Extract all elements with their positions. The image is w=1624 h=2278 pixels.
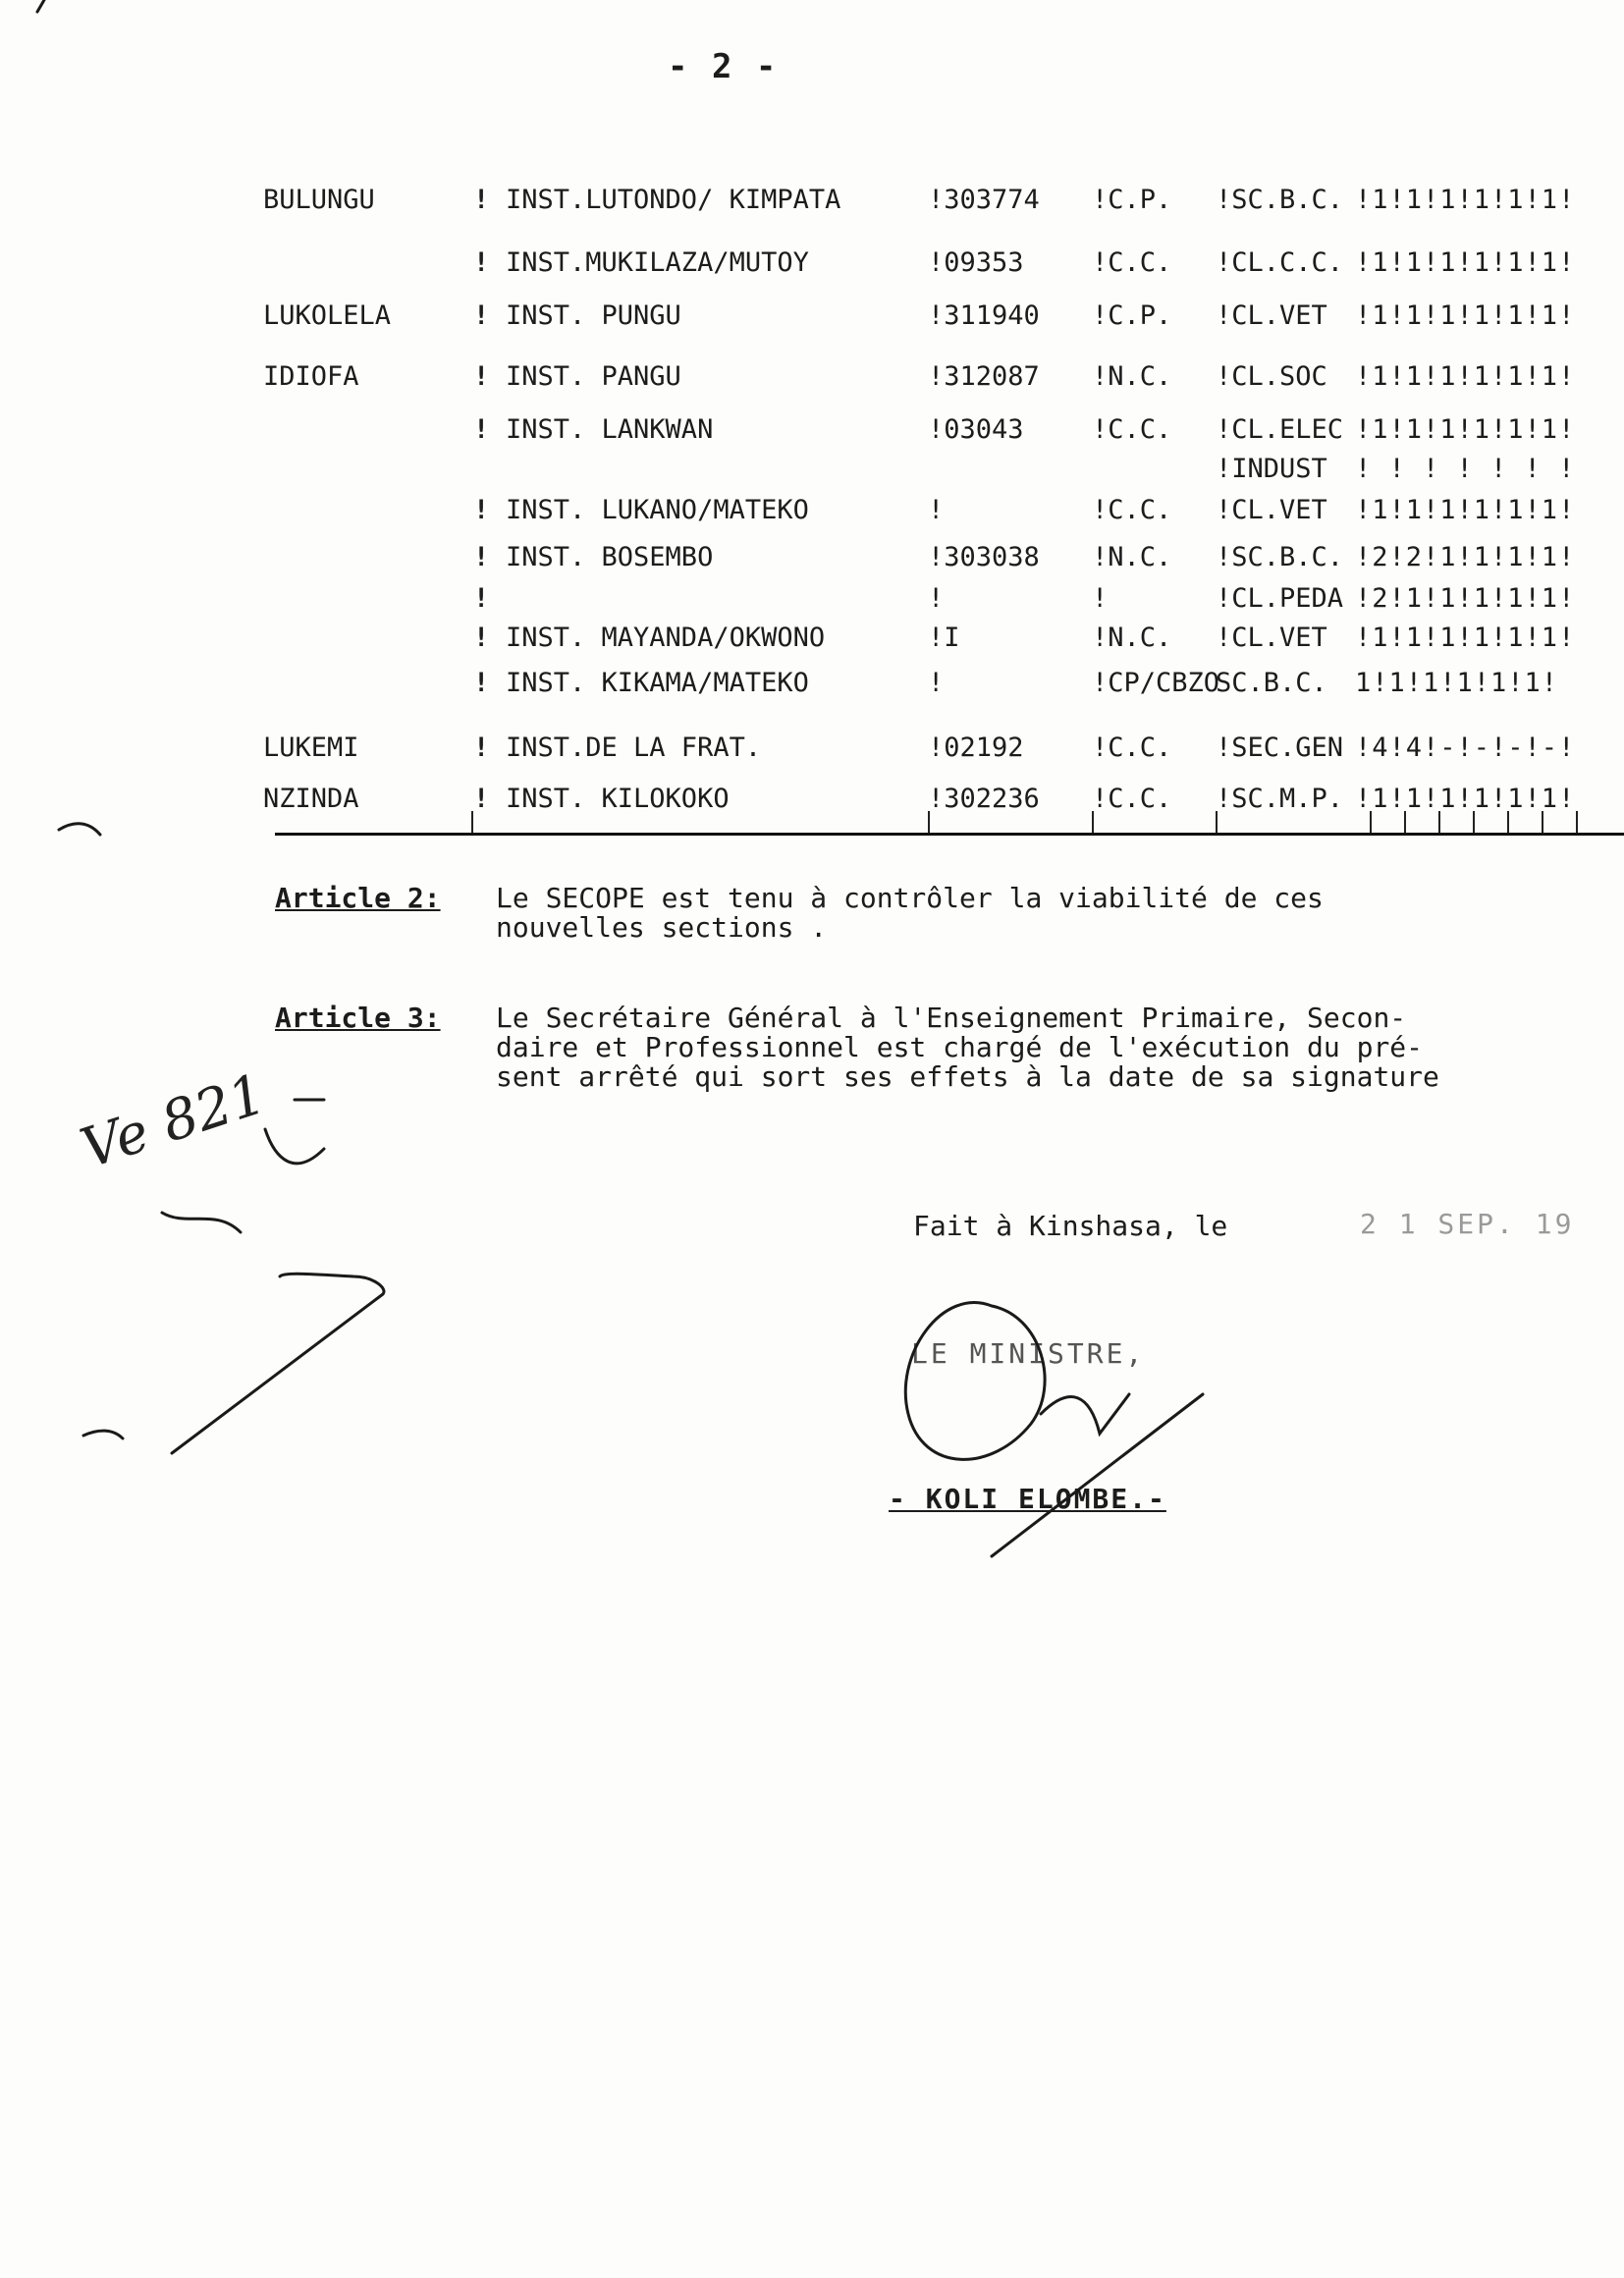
institution-cell: INST. PANGU <box>506 361 681 392</box>
section-cell: !CL.VET <box>1216 495 1327 525</box>
section-cell: SC.B.C. <box>1216 668 1327 698</box>
section-cell: !CL.ELEC <box>1216 414 1344 445</box>
territory-cell: BULUNGU <box>263 185 375 215</box>
code-cell: !302236 <box>928 784 1040 814</box>
section-cell: !CL.C.C. <box>1216 247 1344 278</box>
grid-cell: !1!1!1!1!1!1! <box>1355 495 1576 525</box>
regime-cell: !N.C. <box>1092 361 1172 392</box>
regime-cell: !C.C. <box>1092 495 1172 525</box>
handwritten-slash <box>172 1274 384 1453</box>
regime-cell: !N.C. <box>1092 542 1172 572</box>
section-cell: !CL.VET <box>1216 300 1327 331</box>
code-cell: !312087 <box>928 361 1040 392</box>
made-at-line: Fait à Kinshasa, le <box>913 1210 1228 1242</box>
minister-name: - KOLI ELOMBE.- <box>889 1483 1166 1515</box>
signature-slash <box>992 1394 1203 1556</box>
page-number: - 2 - <box>668 47 779 86</box>
territory-cell: LUKEMI <box>263 732 359 763</box>
signature-stroke <box>1041 1394 1129 1434</box>
institution-cell: INST. PUNGU <box>506 300 681 331</box>
code-cell: !09353 <box>928 247 1024 278</box>
handwritten-note: Ve 821 <box>73 1061 274 1182</box>
separator-cell: ! <box>473 247 490 278</box>
article-3-line: Le Secrétaire Général à l'Enseignement Primaire, Secon- <box>496 1002 1407 1034</box>
separator-cell: ! <box>473 668 490 698</box>
territory-cell: NZINDA <box>263 784 359 814</box>
section-cell: !CL.VET <box>1216 623 1327 653</box>
regime-cell: !C.C. <box>1092 784 1172 814</box>
grid-cell: 1!1!1!1!1!1! <box>1355 668 1559 698</box>
separator-cell: ! <box>473 361 490 392</box>
grid-cell: !1!1!1!1!1!1! <box>1355 361 1576 392</box>
grid-cell: !1!1!1!1!1!1! <box>1355 623 1576 653</box>
institution-cell: INST.LUTONDO/ KIMPATA <box>506 185 841 215</box>
section-cell: !SC.B.C. <box>1216 542 1344 572</box>
institution-cell: INST. MAYANDA/OKWONO <box>506 623 826 653</box>
code-cell: ! <box>928 495 945 525</box>
institution-cell: INST.DE LA FRAT. <box>506 732 762 763</box>
code-cell: !311940 <box>928 300 1040 331</box>
regime-cell: !C.P. <box>1092 185 1172 215</box>
section-cell: !CL.SOC <box>1216 361 1327 392</box>
code-cell: !303774 <box>928 185 1040 215</box>
regime-cell: !C.P. <box>1092 300 1172 331</box>
margin-mark <box>59 824 100 835</box>
grid-cell: !1!1!1!1!1!1! <box>1355 300 1576 331</box>
separator-cell: ! <box>473 542 490 572</box>
institution-cell: INST. BOSEMBO <box>506 542 714 572</box>
separator-cell: ! <box>473 185 490 215</box>
code-cell: !03043 <box>928 414 1024 445</box>
code-cell: ! <box>928 583 945 614</box>
code-cell: !02192 <box>928 732 1024 763</box>
institution-cell: INST. KIKAMA/MATEKO <box>506 668 809 698</box>
regime-cell: !C.C. <box>1092 732 1172 763</box>
institution-cell: INST.MUKILAZA/MUTOY <box>506 247 809 278</box>
handwritten-scribble <box>162 1100 324 1232</box>
code-cell: !303038 <box>928 542 1040 572</box>
separator-cell: ! <box>473 300 490 331</box>
territory-cell: LUKOLELA <box>263 300 392 331</box>
article-3-line: daire et Professionnel est chargé de l'exécution du pré- <box>496 1031 1424 1063</box>
regime-cell: ! <box>1092 583 1109 614</box>
margin-mark <box>83 1431 123 1438</box>
territory-cell: IDIOFA <box>263 361 359 392</box>
separator-cell: ! <box>473 495 490 525</box>
separator-cell: ! <box>473 732 490 763</box>
separator-cell: ! <box>473 583 490 614</box>
section-cell: !SEC.GEN <box>1216 732 1344 763</box>
article-2-line: nouvelles sections . <box>496 911 828 944</box>
section-cell: !SC.M.P. <box>1216 784 1344 814</box>
section-cell: !SC.B.C. <box>1216 185 1344 215</box>
signature-scribble <box>905 1303 1045 1460</box>
regime-cell: !N.C. <box>1092 623 1172 653</box>
grid-cell: !1!1!1!1!1!1! <box>1355 185 1576 215</box>
section-cell: !CL.PEDA <box>1216 583 1344 614</box>
institution-cell: INST. LUKANO/MATEKO <box>506 495 809 525</box>
grid-cell: !2!2!1!1!1!1! <box>1355 542 1576 572</box>
code-cell: !I <box>928 623 960 653</box>
regime-cell: !CP/CBZO <box>1092 668 1220 698</box>
corner-mark <box>37 0 44 12</box>
grid-cell: !1!1!1!1!1!1! <box>1355 414 1576 445</box>
separator-cell: ! <box>473 623 490 653</box>
date-stamp: 2 1 SEP. 19 <box>1360 1208 1575 1240</box>
regime-cell: !C.C. <box>1092 414 1172 445</box>
separator-cell: ! <box>473 784 490 814</box>
grid-cell: !1!1!1!1!1!1! <box>1355 784 1576 814</box>
regime-cell: !C.C. <box>1092 247 1172 278</box>
grid-cell: ! ! ! ! ! ! ! <box>1355 454 1576 484</box>
grid-cell: !2!1!1!1!1!1! <box>1355 583 1576 614</box>
grid-cell: !4!4!-!-!-!-! <box>1355 732 1576 763</box>
institution-cell: INST. LANKWAN <box>506 414 714 445</box>
separator-cell: ! <box>473 414 490 445</box>
article-2-line: Le SECOPE est tenu à contrôler la viabilité de ces <box>496 882 1324 914</box>
article-3-heading: Article 3: <box>275 1002 441 1034</box>
minister-title: LE MINISTRE, <box>911 1337 1146 1370</box>
article-2-heading: Article 2: <box>275 882 441 914</box>
code-cell: ! <box>928 668 945 698</box>
institution-cell: INST. KILOKOKO <box>506 784 730 814</box>
grid-cell: !1!1!1!1!1!1! <box>1355 247 1576 278</box>
article-3-line: sent arrêté qui sort ses effets à la date de sa signature <box>496 1060 1439 1093</box>
section-cell: !INDUST <box>1216 454 1327 484</box>
